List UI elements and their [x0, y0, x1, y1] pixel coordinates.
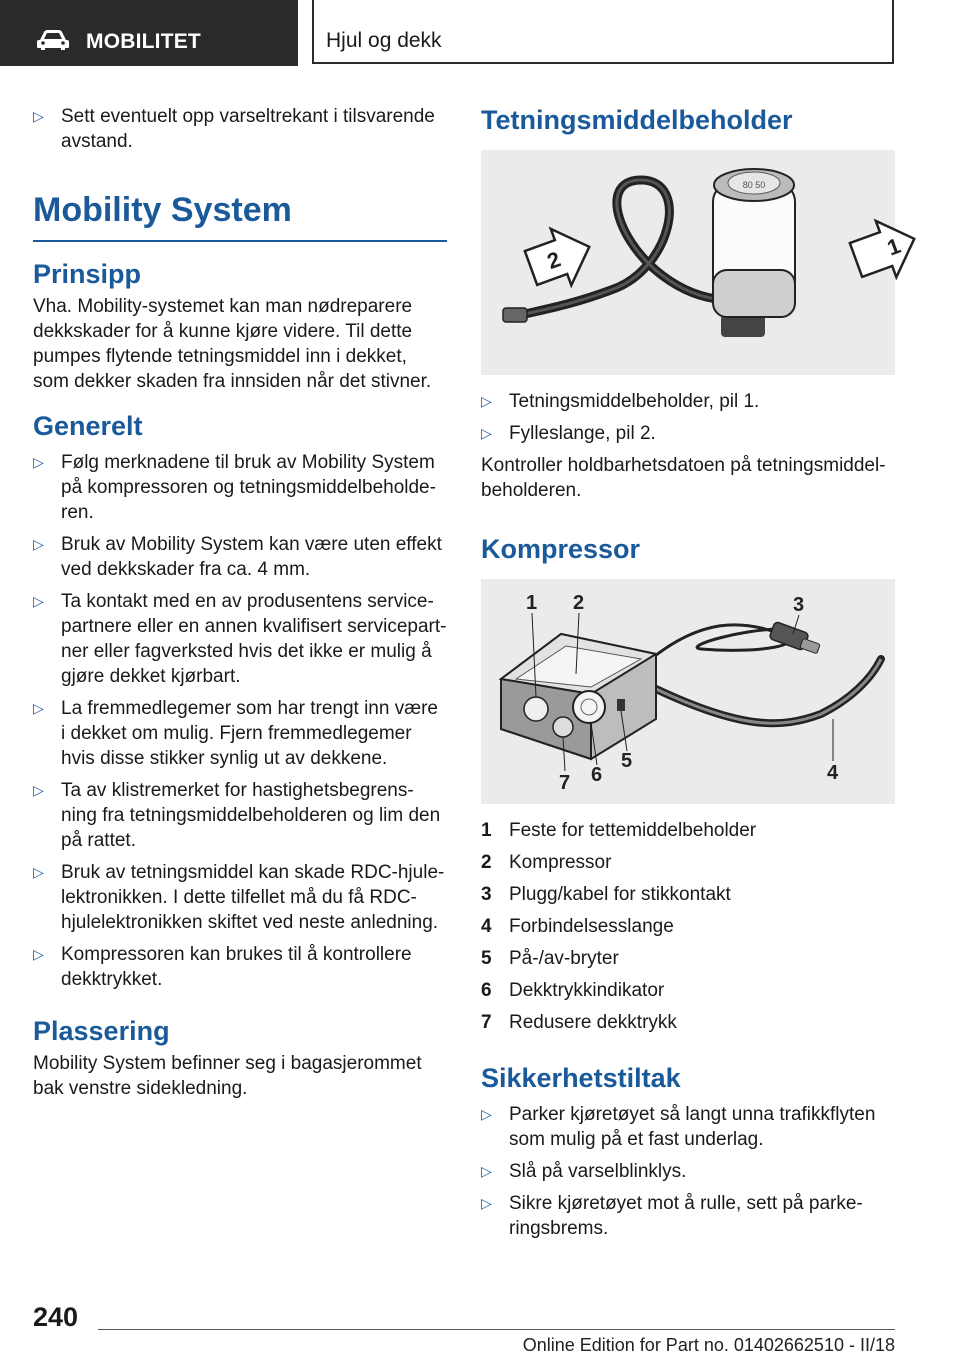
- callout-2: 2: [573, 592, 585, 614]
- callout-3: 3: [793, 594, 805, 616]
- sealant-canister-illustration: [481, 150, 904, 370]
- bullet-triangle-icon: ▷: [33, 454, 44, 470]
- list-item: ▷ Ta av klistremerket for hastighetsbegrens-ning fra tetningsmiddelbeholderen og lim den på rattet.: [33, 780, 441, 851]
- list-item: ▷ La fremmedlegemer som har trengt inn være i dekket om mulig. Fjern fremmedlegemer hvis disse stikker synlig ut av dekkene.: [33, 698, 438, 769]
- list-item: 3 Plugg/kabel for stikkontakt: [481, 884, 731, 905]
- bullet-triangle-icon: ▷: [481, 1106, 492, 1122]
- list-item: 7 Redusere dekktrykk: [481, 1012, 677, 1033]
- list-item: ▷ Bruk av tetningsmiddel kan skade RDC-hjule-lektronikken. I dette tilfellet må du få RDC-hjulelektronikken skiftet ved neste anledning.: [33, 862, 445, 933]
- bullet-triangle-icon: ▷: [33, 782, 44, 798]
- section-label: Hjul og dekk: [326, 29, 442, 52]
- list-item: ▷ Fylleslange, pil 2.: [481, 423, 656, 444]
- bullet-triangle-icon: ▷: [33, 536, 44, 552]
- list-item: 6 Dekktrykkindikator: [481, 980, 665, 1001]
- generelt-list: [33, 450, 447, 992]
- page-title: Mobility System: [33, 190, 447, 242]
- chapter-tab[interactable]: [0, 0, 298, 66]
- bullet-triangle-icon: ▷: [481, 425, 492, 441]
- canister-cap-text: 80 50: [742, 180, 766, 190]
- edition-text: Online Edition for Part no. 01402662510 - II/18: [522, 1335, 895, 1355]
- figure-label-1: 1: [883, 232, 904, 261]
- component-list: [481, 818, 895, 1035]
- bullet-triangle-icon: ▷: [33, 593, 44, 609]
- bullet-triangle-icon: ▷: [481, 1195, 492, 1211]
- list-item: ▷ Parker kjøretøyet så langt unna trafikkflyten som mulig på et fast underlag.: [481, 1104, 876, 1150]
- compressor-figure: [481, 579, 895, 804]
- list-item: 4 Forbindelsesslange: [481, 916, 674, 937]
- heading-kompressor: Kompressor: [481, 534, 641, 564]
- bullet-triangle-icon: ▷: [33, 946, 44, 962]
- heading-plassering: Plassering: [33, 1016, 170, 1046]
- footer-divider: [98, 1329, 895, 1330]
- figure-label-2: 2: [543, 246, 564, 275]
- paragraph-prinsipp: Vha. Mobility-systemet kan man nødreparere dekkskader for å kunne kjøre videre. Til dette pumpes flytende tetningsmiddel inn i dekket, som dekker skaden fra innsiden når det stivner.: [33, 296, 432, 392]
- paragraph-plassering: Mobility System befinner seg i bagasjerommet bak venstre sidekledning.: [33, 1053, 422, 1099]
- callout-1: 1: [526, 592, 538, 614]
- sealant-canister-figure: [481, 150, 904, 375]
- list-item: ▷ Følg merknadene til bruk av Mobility System på kompressoren og tetningsmiddelbeholde-ren.: [33, 452, 436, 523]
- bullet-triangle-icon: ▷: [33, 864, 44, 880]
- callout-5: 5: [621, 750, 633, 772]
- chapter-label: MOBILITET: [86, 30, 201, 53]
- list-item: 5 På-/av-bryter: [481, 948, 619, 969]
- left-column: [33, 104, 447, 1101]
- callout-6: 6: [591, 764, 603, 786]
- list-item: ▷ Kompressoren kan brukes til å kontrollere dekktrykket.: [33, 944, 412, 990]
- bullet-triangle-icon: ▷: [481, 393, 492, 409]
- right-column: [481, 104, 904, 1248]
- list-item: ▷ Slå på varselblinklys.: [481, 1161, 687, 1182]
- page-number: 240: [33, 1302, 79, 1332]
- section-header: [312, 0, 894, 64]
- heading-generelt: Generelt: [33, 411, 143, 441]
- heading-sikkerhet: Sikkerhetstiltak: [481, 1063, 681, 1093]
- list-item: ▷ Bruk av Mobility System kan være uten effekt ved dekkskader fra ca. 4 mm.: [33, 534, 442, 580]
- list-item: ▷ Tetningsmiddelbeholder, pil 1.: [481, 391, 760, 412]
- bullet-triangle-icon: ▷: [33, 700, 44, 716]
- compressor-illustration: [481, 579, 895, 799]
- list-item: 1 Feste for tettemiddelbeholder: [481, 820, 757, 841]
- bullet-triangle-icon: ▷: [33, 108, 44, 124]
- heading-tetning: Tetningsmiddelbeholder: [481, 105, 793, 135]
- list-item: ▷ Ta kontakt med en av produsentens service-partnere eller en annen kvalifisert servicepart-ner eller fagverksted hvis det ikke er mulig å gjøre dekket kjørbart.: [33, 591, 447, 687]
- car-icon: [36, 28, 70, 50]
- heading-prinsipp: Prinsipp: [33, 259, 142, 289]
- bullet-triangle-icon: ▷: [481, 1163, 492, 1179]
- list-item: 2 Kompressor: [481, 852, 612, 873]
- list-item: ▷ Sett eventuelt opp varseltrekant i tilsvarende avstand.: [33, 106, 435, 152]
- paragraph-tetning: Kontroller holdbarhetsdatoen på tetningsmiddel-beholderen.: [481, 455, 886, 501]
- list-item: ▷ Sikre kjøretøyet mot å rulle, sett på parke-ringsbrems.: [481, 1193, 863, 1239]
- callout-7: 7: [559, 772, 571, 794]
- callout-4: 4: [827, 762, 839, 784]
